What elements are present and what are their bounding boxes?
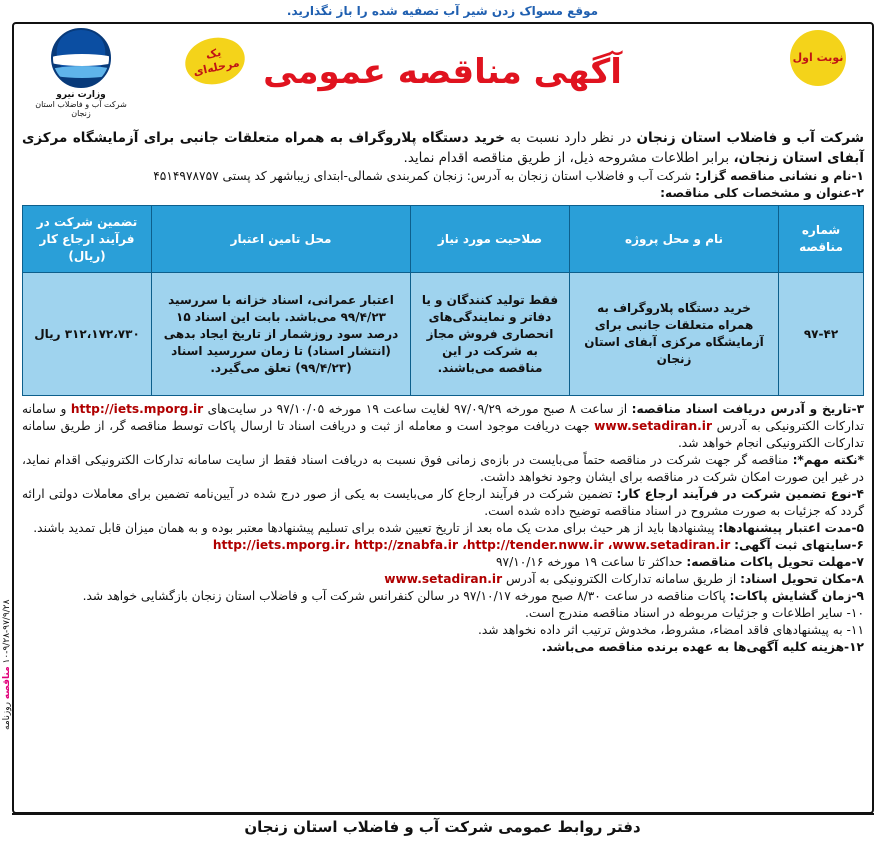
item-3	[22, 401, 864, 452]
item-7-text: حداکثر تا ساعت ۱۹ مورخه ۹۷/۱۰/۱۶	[495, 555, 687, 569]
item-8-text: از طریق سامانه تدارکات الکترونیکی به آدرس	[502, 572, 741, 586]
intro-text-2: برابر اطلاعات مشروحه ذیل، از طریق مناقصه اقدام نماید.	[403, 150, 734, 166]
first-turn-badge: نوبت اول	[790, 30, 846, 86]
item-3-text-3: جهت دریافت موجود است و معامله از ثبت و دریافت اسناد تا ارسال پاکات توسط مناقصه گر، از طریق سامانه تدارکات الکترونیکی انجام خواهد شد.	[22, 419, 864, 450]
table-header: تضمین شرکت در فرآیند ارجاع کار (ریال)	[23, 206, 152, 273]
item-11: ۱۱- به پیشنهادهای فاقد امضاء، مشروط، مخدوش ترتیب اثر داده نخواهد شد.	[477, 623, 864, 637]
one-stage-badge: یک مرحله‌ای	[181, 32, 249, 89]
table-row	[23, 273, 864, 396]
table-cell-qualification: فقط تولید کنندگان و یا دفاتر و نمایندگی‌های انحصاری فروش مجاز به شرکت در این مناقصه می‌باشند.	[411, 273, 570, 396]
footer-divider	[12, 813, 874, 815]
table-cell-funding: اعتبار عمرانی، اسناد خزانه با سررسید ۹۹/۴/۲۳ می‌باشد. بابت این اسناد ۱۵ درصد سود روزشمار از تاریخ ایجاد بدهی (انتشار اسناد) تا زمان سررسید اسناد (۹۹/۴/۲۳) تعلق می‌گیرد.	[152, 273, 411, 396]
item-12: ۱۲-هزینه کلیه آگهی‌ها به عهده برنده مناقصه می‌باشد.	[541, 640, 864, 654]
item-2-title: ۲-عنوان و مشخصات کلی مناقصه:	[660, 186, 864, 200]
table-header-row	[23, 206, 864, 273]
note-text: مناقصه گر جهت شرکت در مناقصه حتماً می‌بایست در بازه‌ی زمانی فوق نسبت به دریافت اسناد فقط از سایت سامانه تدارکات الکترونیکی اقدام نماید، در غیر این صورت امکان شرکت در مناقصه برای ایشان وجود نخواهد داشت.	[22, 453, 864, 484]
item-5-title: ۵-مدت اعتبار پیشنهادها:	[718, 521, 864, 535]
table-cell-project: خرید دستگاه پلاروگراف به همراه متعلقات جانبی برای آزمایشگاه مرکزی آبفای استان زنجان	[570, 273, 779, 396]
item-5	[22, 520, 864, 537]
table-header: شماره مناقصه	[779, 206, 864, 273]
intro-paragraph	[22, 128, 864, 168]
item-3-text-2: و سامانه تدارکات الکترونیکی به آدرس	[22, 402, 865, 433]
table-cell-tender-number: ۹۷-۴۲	[779, 273, 864, 396]
item-3-text-1: از ساعت ۸ صبح مورخه ۹۷/۰۹/۲۹ لغایت ساعت ۱۹ مورخه ۹۷/۱۰/۰۵ در سایت‌های	[203, 402, 632, 416]
footer-signature: دفتر روابط عمومی شرکت آب و فاضلاب استان زنجان	[244, 818, 641, 836]
item-9	[22, 588, 864, 605]
item-7-title: ۷-مهلت تحویل پاکات مناقصه:	[686, 555, 864, 569]
side-strip-date: ۱۰-۹/۲۸-۹۷/۹/۲۸	[2, 600, 12, 664]
item-8-title: ۸-مکان تحویل اسناد:	[740, 572, 864, 586]
important-note	[22, 452, 864, 486]
item-2	[22, 185, 864, 202]
item-4	[22, 486, 864, 520]
table-header: نام و محل پروژه	[570, 206, 779, 273]
iets-link[interactable]: http://iets.mporg.ir	[70, 402, 204, 416]
item-1-title: ۱-نام و نشانی مناقصه گزار:	[695, 169, 864, 183]
side-strip-suffix: روزنامه	[2, 702, 12, 731]
item-9-text: پاکات مناقصه در ساعت ۸/۳۰ صبح مورخه ۹۷/۱۰/۱۷ در سالن کنفرانس شرکت آب و فاضلاب استان زنجان بازگشایی خواهد شد.	[82, 589, 730, 603]
item-8	[22, 571, 864, 588]
item-9-title: ۹-زمان گشایش پاکات:	[729, 589, 864, 603]
ad-sites-links[interactable]: http://iets.mporg.ir، http://znabfa.ir ،http://tender.nww.ir ،www.setadiran.ir	[212, 538, 731, 552]
table-header: محل تامین اعتبار	[152, 206, 411, 273]
item-7	[22, 554, 864, 571]
table-header: صلاحیت مورد نیاز	[411, 206, 570, 273]
setadiran-link[interactable]: www.setadiran.ir	[594, 419, 712, 433]
side-strip-magazine: مناقصه	[2, 666, 12, 700]
item-5-text: پیشنهادها باید از هر حیث برای مدت یک ماه بعد از تاریخ تعیین شده برای تسلیم پیشنهادها معتبر بوده و به همان میزان قابل تمدید باشند.	[33, 521, 719, 535]
item-1	[22, 168, 864, 185]
logo-company: شرکت آب و فاضلاب استان زنجان	[35, 100, 127, 118]
intro-subject: خرید دستگاه پلاروگراف به همراه متعلقات جانبی برای آزمایشگاه مرکزی آبفای استان زنجان،	[22, 130, 864, 166]
item-6	[22, 537, 864, 554]
item-1-text: شرکت آب و فاضلاب استان زنجان به آدرس: زنجان کمربندی شمالی-ابتدای زیباشهر کد پستی ۴۵۱۴۹۷۸۷۵۷	[153, 169, 696, 183]
notice-body	[22, 128, 864, 656]
item-4-title: ۴-نوع تضمین شرکت در فرآیند ارجاع کار:	[616, 487, 864, 501]
note-title: *نکته مهم*:	[792, 453, 865, 467]
logo-ministry: وزارت نیرو	[56, 90, 106, 100]
page-title: آگهی مناقصه عمومی	[263, 52, 622, 92]
intro-text-1: در نظر دارد نسبت به	[505, 130, 637, 146]
intro-company: شرکت آب و فاضلاب استان زنجان	[636, 130, 864, 146]
delivery-setadiran-link[interactable]: www.setadiran.ir	[384, 572, 503, 586]
side-publication-strip	[2, 600, 16, 840]
item-4-text: تضمین شرکت در فرآیند ارجاع کار می‌بایست به یکی از صور درج شده در آیین‌نامه تضمین برای معاملات دولتی ارائه گردد که جزئیات به صورت مشروح در اسناد مناقصه توضیح داده شده است.	[22, 487, 864, 518]
table-cell-guarantee: ۳۱۲،۱۷۲،۷۳۰ ریال	[23, 273, 152, 396]
tender-table	[22, 205, 864, 396]
top-notice: موقع مسواک زدن شیر آب تصفیه شده را باز نگذارید.	[286, 4, 599, 18]
item-6-title: ۶-سایتهای ثبت آگهی:	[734, 538, 864, 552]
item-3-title: ۳-تاریخ و آدرس دریافت اسناد مناقصه:	[631, 402, 865, 416]
item-10: ۱۰- سایر اطلاعات و جزئیات مربوطه در اسناد مناقصه مندرج است.	[524, 606, 864, 620]
